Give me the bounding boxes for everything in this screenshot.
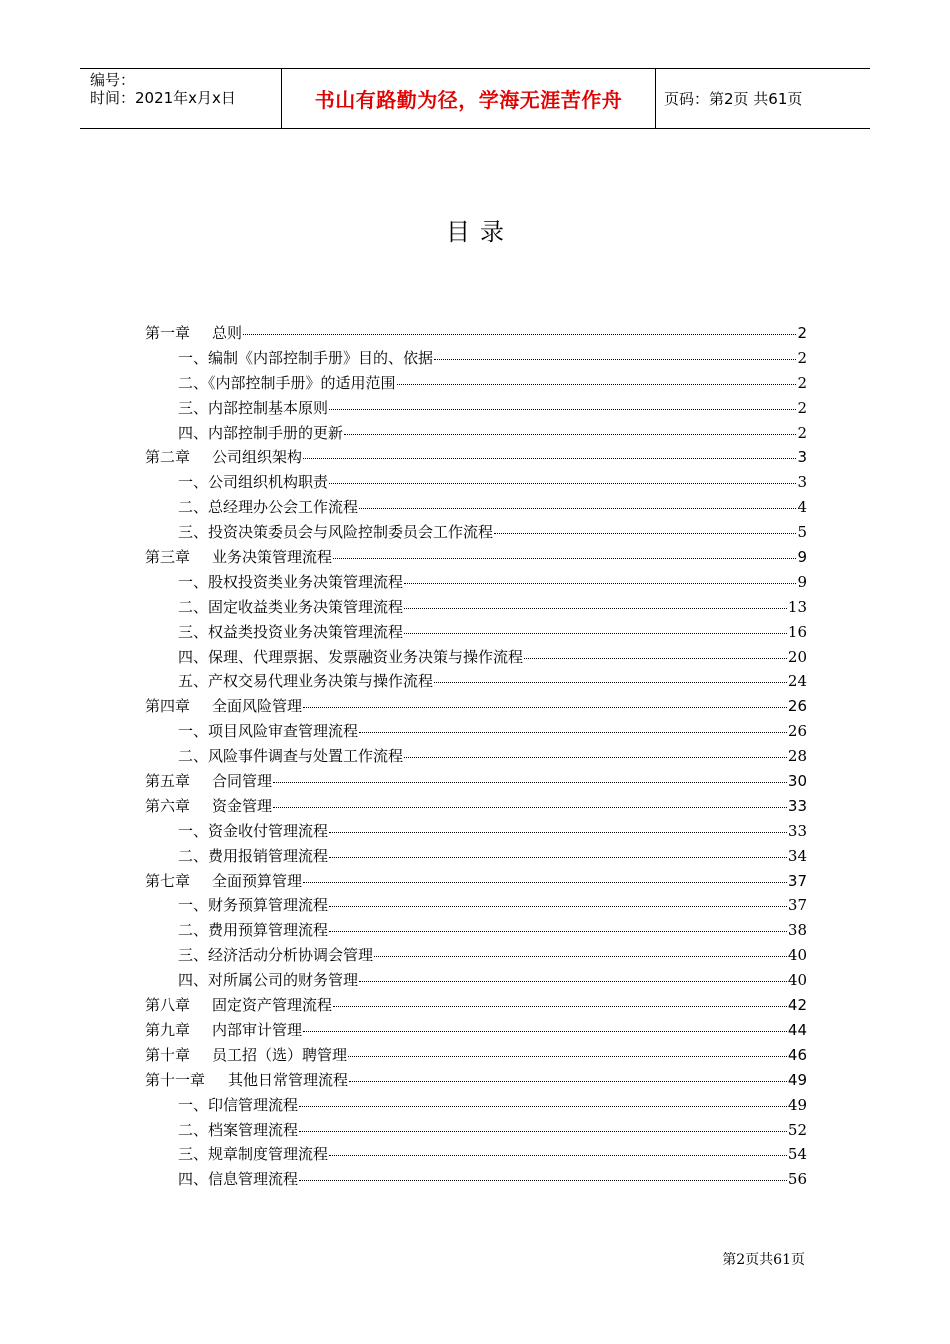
toc-entry-title — [178, 744, 403, 769]
toc-entry-title — [178, 346, 433, 371]
toc-entry-text: 一、公司组织机构职责 — [178, 473, 329, 492]
toc-entry-title — [178, 819, 328, 844]
toc-entry-text: 公司组织架构 — [212, 448, 303, 467]
toc-chapter-entry[interactable] — [145, 694, 807, 719]
toc-entry-text: 四、对所属公司的财务管理 — [178, 971, 359, 990]
toc-entry-text: 固定资产管理流程 — [212, 996, 333, 1015]
toc-section-entry[interactable] — [145, 1167, 807, 1192]
toc-entry-text: 业务决策管理流程 — [212, 548, 333, 567]
toc-entry-text: 四、保理、代理票据、发票融资业务决策与操作流程 — [178, 647, 524, 666]
toc-entry-title — [178, 1093, 298, 1118]
toc-section-entry[interactable] — [145, 893, 807, 918]
toc-dot-leader — [329, 409, 796, 410]
toc-section-entry[interactable] — [145, 346, 807, 371]
toc-entry-text: 员工招（选）聘管理 — [212, 1045, 348, 1064]
toc-entry-text: 二、费用报销管理流程 — [178, 846, 329, 865]
toc-section-entry[interactable] — [145, 744, 807, 769]
toc-entry-text: 二、风险事件调查与处置工作流程 — [178, 747, 404, 766]
toc-page-number: 52 — [787, 1120, 807, 1139]
header-meta — [80, 69, 282, 128]
toc-page-number: 38 — [787, 921, 807, 940]
toc-dot-leader — [524, 658, 787, 659]
page-footer: 第2页共61页 — [722, 1252, 805, 1268]
toc-dot-leader — [243, 334, 796, 335]
toc-dot-leader — [273, 782, 787, 783]
toc-page-number: 20 — [787, 647, 807, 666]
toc-entry-title — [145, 769, 272, 794]
toc-dot-leader — [329, 832, 787, 833]
toc-chapter-number: 第六章 — [145, 796, 191, 815]
toc-dot-leader — [359, 981, 787, 982]
toc-entry-title — [178, 620, 403, 645]
toc-dot-leader — [303, 458, 796, 459]
toc-page-number: 37 — [787, 896, 807, 915]
toc-entry-title — [145, 694, 302, 719]
toc-entry-text: 二、固定收益类业务决策管理流程 — [178, 597, 404, 616]
toc-page-number: 44 — [787, 1020, 807, 1039]
toc-chapter-entry[interactable] — [145, 1068, 807, 1093]
toc-page-number: 2 — [797, 423, 807, 442]
toc-page-number: 49 — [787, 1095, 807, 1114]
toc-entry-text: 资金管理 — [212, 796, 273, 815]
toc-section-entry[interactable] — [145, 421, 807, 446]
toc-entry-title — [145, 1068, 348, 1093]
toc-dot-leader — [303, 882, 787, 883]
toc-dot-leader — [303, 707, 787, 708]
toc-entry-title — [178, 595, 403, 620]
toc-dot-leader — [404, 608, 787, 609]
toc-dot-leader — [404, 757, 787, 758]
toc-entry-title — [145, 545, 332, 570]
toc-entry-text: 三、内部控制基本原则 — [178, 398, 329, 417]
toc-entry-title — [178, 645, 523, 670]
toc-chapter-number: 第七章 — [145, 871, 191, 890]
toc-dot-leader — [329, 857, 787, 858]
toc-dot-leader — [299, 1180, 787, 1181]
toc-section-entry[interactable] — [145, 620, 807, 645]
toc-entry-title — [178, 570, 403, 595]
toc-chapter-entry[interactable] — [145, 869, 807, 894]
toc-entry-title — [178, 669, 433, 694]
toc-page-number: 4 — [797, 498, 807, 517]
toc-page-number: 49 — [787, 1070, 807, 1089]
toc-dot-leader — [299, 1106, 787, 1107]
toc-chapter-number: 第十章 — [145, 1045, 191, 1064]
toc-page-number: 2 — [797, 398, 807, 417]
toc-dot-leader — [299, 1131, 787, 1132]
toc-chapter-entry[interactable] — [145, 1018, 807, 1043]
toc-page-number: 24 — [787, 672, 807, 691]
toc-page-number: 16 — [787, 622, 807, 641]
toc-entry-text: 总则 — [212, 324, 243, 342]
toc-chapter-entry[interactable] — [145, 769, 807, 794]
toc-entry-title — [178, 1118, 298, 1143]
toc-page-number: 13 — [787, 597, 807, 616]
toc-section-entry[interactable] — [145, 396, 807, 421]
toc-entry-title — [145, 993, 332, 1018]
toc-entry-text: 三、权益类投资业务决策管理流程 — [178, 622, 404, 641]
toc-entry-text: 合同管理 — [212, 772, 273, 791]
toc-page-number: 2 — [797, 324, 807, 342]
toc-chapter-number: 第二章 — [145, 448, 191, 467]
toc-dot-leader — [494, 533, 796, 534]
toc-entry-text: 五、产权交易代理业务决策与操作流程 — [178, 672, 434, 691]
header-page-info: 页码：第2页 共61页 — [664, 90, 803, 108]
toc-section-entry[interactable] — [145, 1093, 807, 1118]
toc-chapter-entry[interactable] — [145, 321, 807, 346]
toc-entry-text: 三、投资决策委员会与风险控制委员会工作流程 — [178, 523, 494, 542]
toc-entry-title — [178, 495, 358, 520]
toc-dot-leader — [329, 1155, 787, 1156]
toc-page-number: 33 — [787, 821, 807, 840]
toc-section-entry[interactable] — [145, 1142, 807, 1167]
toc-page-number: 26 — [787, 722, 807, 741]
toc-chapter-number: 第四章 — [145, 697, 191, 716]
toc-entry-title — [145, 794, 272, 819]
toc-dot-leader — [329, 906, 787, 907]
toc-entry-text: 二、费用预算管理流程 — [178, 921, 329, 940]
header-time-label: 时间：2021年x月x日 — [90, 89, 236, 107]
toc-entry-title — [178, 470, 328, 495]
toc-entry-title — [178, 893, 328, 918]
toc-section-entry[interactable] — [145, 719, 807, 744]
toc-entry-title — [178, 1142, 328, 1167]
toc-entry-text: 四、内部控制手册的更新 — [178, 423, 344, 442]
toc-entry-text: 内部审计管理 — [212, 1020, 303, 1039]
toc-entry-title — [178, 421, 343, 446]
toc-entry-title — [178, 396, 328, 421]
toc-page-number: 37 — [787, 871, 807, 890]
toc-section-entry[interactable] — [145, 595, 807, 620]
page-title: 目录 — [446, 218, 514, 246]
toc-entry-title — [145, 1018, 302, 1043]
toc-dot-leader — [434, 359, 796, 360]
toc-page-number: 3 — [797, 448, 807, 467]
toc-page-number: 40 — [787, 946, 807, 965]
toc-entry-text: 一、股权投资类业务决策管理流程 — [178, 572, 404, 591]
toc-page-number: 26 — [787, 697, 807, 716]
toc-entry-text: 一、资金收付管理流程 — [178, 821, 329, 840]
toc-entry-text: 三、经济活动分析协调会管理 — [178, 946, 374, 965]
toc-page-number: 42 — [787, 996, 807, 1015]
toc-entry-title — [178, 968, 358, 993]
toc-section-entry[interactable] — [145, 918, 807, 943]
toc-entry-text: 二、档案管理流程 — [178, 1120, 299, 1139]
toc-entry-title — [145, 1043, 347, 1068]
toc-page-number: 2 — [797, 348, 807, 367]
toc-page-number: 56 — [787, 1170, 807, 1189]
toc-dot-leader — [434, 682, 787, 683]
toc-page-number: 9 — [797, 548, 807, 567]
toc-dot-leader — [404, 583, 796, 584]
toc-page-number: 28 — [787, 747, 807, 766]
toc-section-entry[interactable] — [145, 1118, 807, 1143]
toc-page-number: 40 — [787, 971, 807, 990]
toc-dot-leader — [374, 956, 787, 957]
toc-chapter-entry[interactable] — [145, 445, 807, 470]
toc-page-number: 5 — [797, 523, 807, 542]
toc-page-number: 3 — [797, 473, 807, 492]
toc-dot-leader — [329, 483, 796, 484]
toc-section-entry[interactable] — [145, 495, 807, 520]
toc-entry-title — [178, 844, 328, 869]
toc-page-number: 2 — [797, 373, 807, 392]
toc-entry-text: 其他日常管理流程 — [228, 1070, 349, 1089]
toc-page-number: 9 — [797, 572, 807, 591]
toc-entry-text: 一、项目风险审查管理流程 — [178, 722, 359, 741]
toc-dot-leader — [397, 384, 797, 385]
toc-dot-leader — [273, 807, 787, 808]
toc-entry-title — [178, 520, 493, 545]
toc-entry-text: 一、编制《内部控制手册》目的、依据 — [178, 348, 434, 367]
toc-entry-text: 一、印信管理流程 — [178, 1095, 299, 1114]
toc-chapter-entry[interactable] — [145, 545, 807, 570]
table-of-contents — [145, 321, 807, 1192]
toc-section-entry[interactable] — [145, 570, 807, 595]
toc-section-entry[interactable] — [145, 470, 807, 495]
toc-entry-title — [178, 943, 373, 968]
toc-page-number: 34 — [787, 846, 807, 865]
toc-entry-text: 一、财务预算管理流程 — [178, 896, 329, 915]
toc-section-entry[interactable] — [145, 520, 807, 545]
toc-section-entry[interactable] — [145, 819, 807, 844]
toc-chapter-number: 第三章 — [145, 548, 191, 567]
toc-dot-leader — [333, 1006, 787, 1007]
toc-section-entry[interactable] — [145, 669, 807, 694]
page-header — [80, 68, 870, 129]
toc-chapter-entry[interactable] — [145, 1043, 807, 1068]
toc-dot-leader — [359, 508, 796, 509]
toc-section-entry[interactable] — [145, 371, 807, 396]
toc-chapter-entry[interactable] — [145, 993, 807, 1018]
toc-dot-leader — [329, 931, 787, 932]
toc-dot-leader — [349, 1081, 787, 1082]
toc-chapter-number: 第五章 — [145, 772, 191, 791]
toc-page-number: 30 — [787, 772, 807, 791]
toc-entry-title — [145, 869, 302, 894]
toc-page-number: 33 — [787, 796, 807, 815]
toc-chapter-number: 第九章 — [145, 1020, 191, 1039]
toc-entry-text: 二、总经理办公会工作流程 — [178, 498, 359, 517]
header-motto-cell — [282, 69, 656, 128]
toc-entry-title — [178, 719, 358, 744]
toc-page-number: 46 — [787, 1045, 807, 1064]
header-motto: 书山有路勤为径，学海无涯苦作舟 — [314, 88, 623, 112]
toc-entry-title — [178, 371, 396, 396]
toc-entry-text: 二、《内部控制手册》的适用范围 — [178, 373, 396, 392]
toc-dot-leader — [333, 558, 796, 559]
toc-section-entry[interactable] — [145, 968, 807, 993]
toc-dot-leader — [303, 1031, 787, 1032]
header-number-label: 编号： — [90, 71, 136, 89]
toc-dot-leader — [404, 633, 787, 634]
toc-section-entry[interactable] — [145, 844, 807, 869]
toc-entry-title — [178, 1167, 298, 1192]
toc-section-entry[interactable] — [145, 943, 807, 968]
toc-page-number: 54 — [787, 1145, 807, 1164]
toc-entry-text: 三、规章制度管理流程 — [178, 1145, 329, 1164]
toc-entry-title — [145, 445, 302, 470]
toc-dot-leader — [344, 434, 796, 435]
toc-entry-text: 四、信息管理流程 — [178, 1170, 299, 1189]
toc-entry-title — [145, 321, 242, 346]
toc-chapter-number: 第八章 — [145, 996, 191, 1015]
toc-dot-leader — [348, 1056, 787, 1057]
toc-chapter-number: 第十一章 — [145, 1070, 206, 1089]
toc-entry-text: 全面预算管理 — [212, 871, 303, 890]
toc-entry-text: 全面风险管理 — [212, 697, 303, 716]
toc-dot-leader — [359, 732, 787, 733]
toc-section-entry[interactable] — [145, 645, 807, 670]
toc-entry-title — [178, 918, 328, 943]
toc-chapter-number: 第一章 — [145, 324, 191, 342]
toc-chapter-entry[interactable] — [145, 794, 807, 819]
